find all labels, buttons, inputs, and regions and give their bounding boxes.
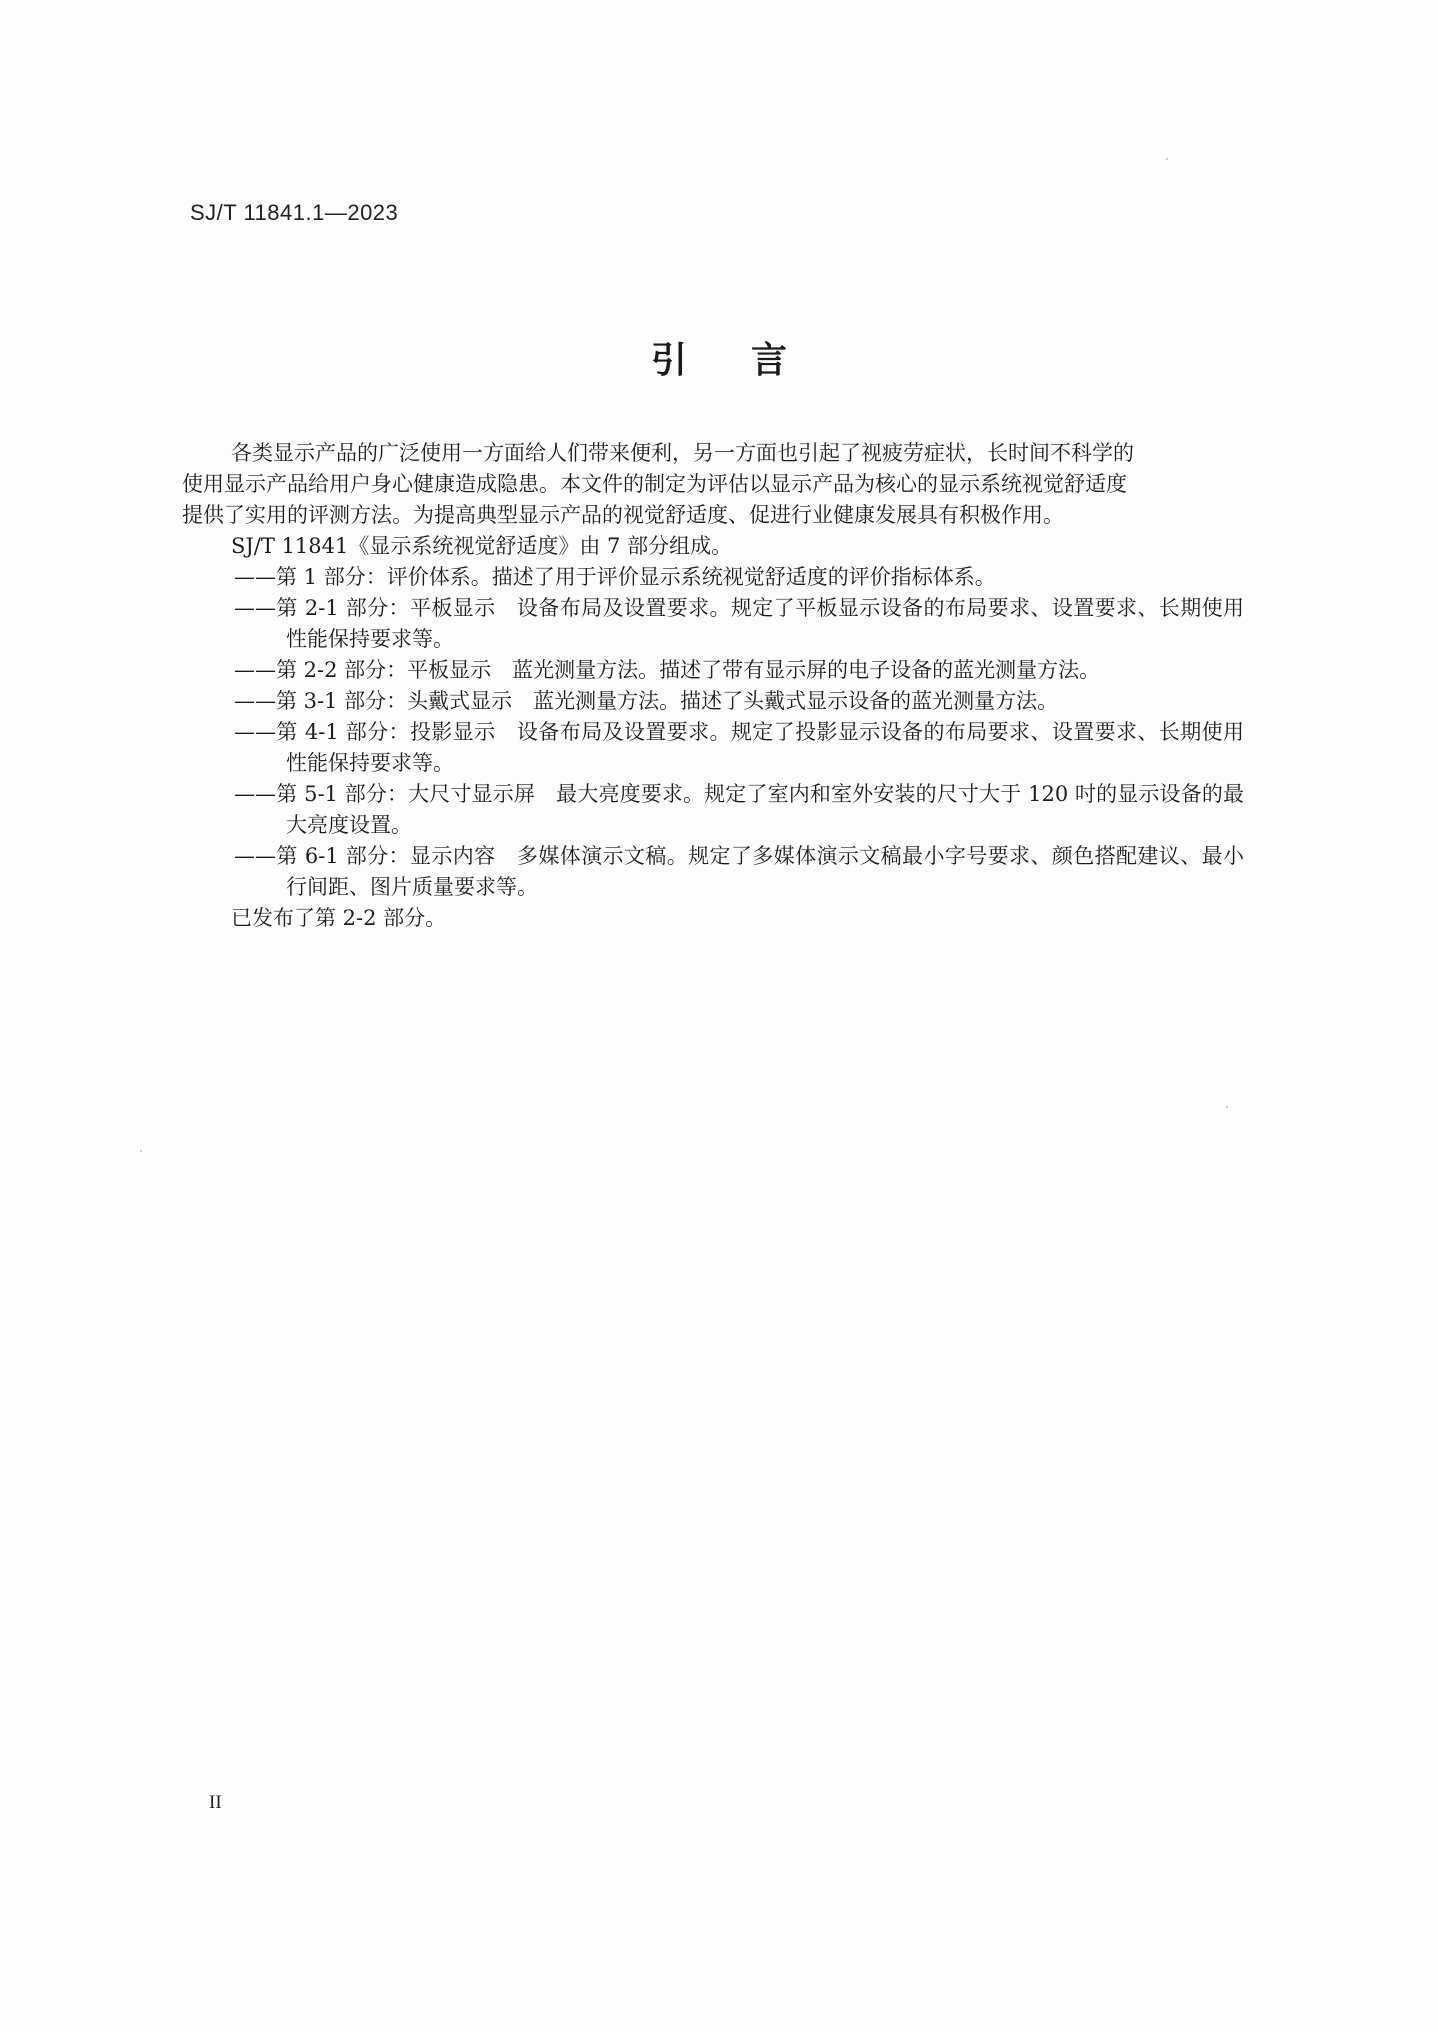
part-item-2-1: ——第 2-1 部分：平板显示 设备布局及设置要求。规定了平板显示设备的布局要求、设置要求、长期使用性能保持要求等。	[234, 596, 1244, 651]
part-item-2-2: ——第 2-2 部分：平板显示 蓝光测量方法。描述了带有显示屏的电子设备的蓝光测量方法。	[234, 658, 1101, 682]
title-char-2: 言	[751, 339, 788, 381]
intro-line-3: 提供了实用的评测方法。为提高典型显示产品的视觉舒适度、促进行业健康发展具有积极作用。	[182, 503, 1064, 527]
intro-paragraph-line	[182, 469, 1244, 500]
part-item-6-1: ——第 6-1 部分：显示内容 多媒体演示文稿。规定了多媒体演示文稿最小字号要求、颜色搭配建议、最小行间距、图片质量要求等。	[234, 844, 1244, 899]
standard-code: SJ/T 11841.1—2023	[190, 200, 399, 225]
composition-statement: SJ/T 11841《显示系统视觉舒适度》由 7 部分组成。	[231, 534, 733, 558]
scan-speck	[1226, 1106, 1228, 1108]
part-item-4-1: ——第 4-1 部分：投影显示 设备布局及设置要求。规定了投影显示设备的布局要求、设置要求、长期使用性能保持要求等。	[234, 720, 1244, 775]
published-statement: 已发布了第 2-2 部分。	[231, 906, 447, 930]
part-item-3-1: ——第 3-1 部分：头戴式显示 蓝光测量方法。描述了头戴式显示设备的蓝光测量方法。	[234, 689, 1059, 713]
intro-paragraph	[231, 438, 1244, 469]
page-number: II	[209, 1792, 222, 1813]
section-title	[0, 332, 1438, 383]
part-item-1: ——第 1 部分：评价体系。描述了用于评价显示系统视觉舒适度的评价指标体系。	[234, 565, 996, 589]
scan-speck	[140, 1150, 142, 1152]
scan-speck	[1166, 158, 1168, 160]
intro-line-1: 各类显示产品的广泛使用一方面给人们带来便利，另一方面也引起了视疲劳症状，长时间不科学的	[231, 441, 1134, 465]
introduction-body	[182, 438, 1244, 934]
title-char-1: 引	[650, 339, 687, 381]
intro-paragraph-line	[182, 500, 1244, 531]
intro-line-2: 使用显示产品给用户身心健康造成隐患。本文件的制定为评估以显示产品为核心的显示系统视觉舒适度	[182, 472, 1127, 496]
part-item-5-1: ——第 5-1 部分：大尺寸显示屏 最大亮度要求。规定了室内和室外安装的尺寸大于 120 吋的显示设备的最大亮度设置。	[234, 782, 1244, 837]
